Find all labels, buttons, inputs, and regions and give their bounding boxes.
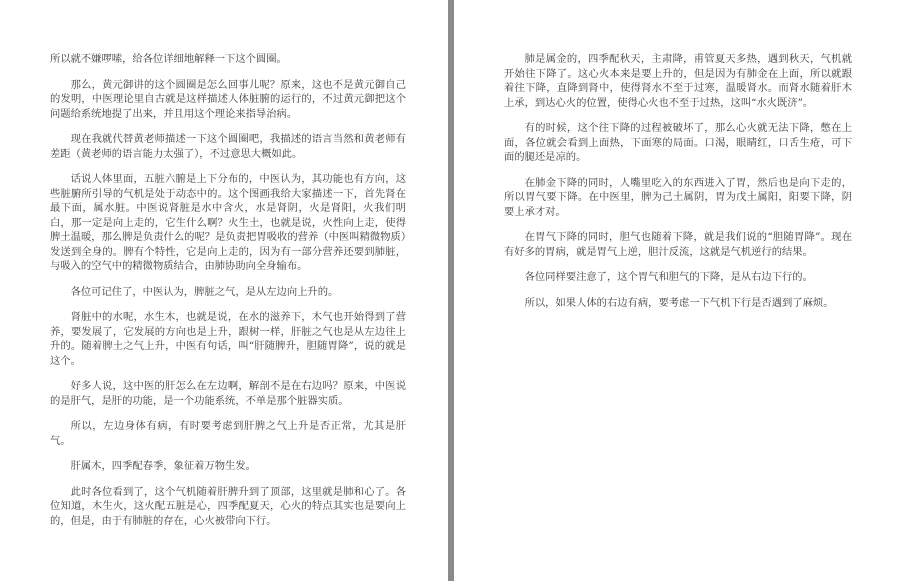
- paragraph: 各位同样要注意了，这个胃气和胆气的下降，是从右边下行的。: [524, 271, 813, 283]
- paragraph: 在胃气下降的同时，胆气也随着下降，就是我们说的“胆随胃降”。现在有好多的胃病，就是胃气上逆，胆汁反流，这就是气机逆行的结果。: [504, 231, 852, 258]
- document-page-right: [454, 0, 900, 581]
- document-page-left: [0, 0, 448, 581]
- paragraph: 肾脏中的水呢，水生木，也就是说，在水的滋养下，木气也开始得到了营养，要发展了，它发展的方向也是上升，跟树一样，肝脏之气也是从左边往上升的。随着脾土之气上升，中医有句话，叫“肝随脾升，胆随胃降”，说的就是这个。: [50, 311, 406, 367]
- paragraph: 各位可记住了，中医认为，脾脏之气，是从左边向上升的。: [70, 285, 339, 298]
- paragraph: 现在我就代替黄老师描述一下这个圆圈吧，我描述的语言当然和黄老师有差距（黄老师的语言能力太强了），不过意思大概如此。: [50, 133, 406, 160]
- paragraph: 肺是属金的，四季配秋天，主肃降，甫管夏天多热，遇到秋天，气机就开始往下降了。这心火本来是要上升的，但是因为有肺金在上面，所以就跟着往下降，直降到肾中，使得肾水不至于过寒，温暖肾水。而肾水随着肝木上承，到达心火的位置，使得心火也不至于过热，这叫“水火既济”。: [504, 53, 852, 109]
- paragraph: 所以，如果人体的右边有病，要考虑一下气机下行是否遇到了麻烦。: [524, 296, 834, 309]
- paragraph: 话说人体里面，五脏六腑是上下分布的，中医认为，其功能也有方向，这些脏腑所引导的气机是处于动态中的。这个图画我给大家描述一下，首先肾在最下面，属水脏。中医说肾脏是水中含火，水是肾阴，火是肾阳，火我们明白，那一定是向上走的，它生什么啊？火生土，也就是说，火性向上走，使得脾土温暖，那么脾是负责什么的呢？是负责把胃吸收的营养（中医叫精微物质）发送到全身的。脾有个特性，它是向上走的，因为有一部分营养还要到肺脏，与吸入的空气中的精微物质结合，由肺协助向全身输布。: [50, 173, 406, 272]
- paragraph: 所以，左边身体有病，有时要考虑到肝脾之气上升是否正常，尤其是肝气。: [50, 420, 406, 447]
- paragraph: 此时各位看到了，这个气机随着肝脾升到了顶部，这里就是肺和心了。各位知道，木生火，这火配五脏是心，四季配夏天，心火的特点其实也是要向上的，但是，由于有肺脏的存在，心火被带向下行。: [50, 485, 406, 527]
- paragraph: 有的时候，这个往下降的过程被破坏了，那么心火就无法下降，憋在上面，各位就会看到上面热，下面寒的局面。口渴，眼睛红，口舌生疮，可下面的腿还是凉的。: [504, 122, 852, 163]
- paragraph: 那么，黄元御讲的这个圆圈是怎么回事儿呢？原来，这也不是黄元御自己的发明，中医理论里自古就是这样描述人体脏腑的运行的，不过黄元御把这个问题给系统地提了出来，并且用这个理论来指导治病。: [50, 78, 406, 120]
- paragraph: 好多人说，这中医的肝怎么在左边啊，解剖不是在右边吗？原来，中医说的是肝气，是肝的功能，是一个功能系统，不单是那个脏器实质。: [50, 380, 406, 407]
- paragraph: 所以就不嫌啰嗦，给各位详细地解释一下这个圆圈。: [50, 53, 287, 65]
- paragraph: 肝属木，四季配春季，象征着万物生发。: [70, 460, 256, 472]
- paragraph: 在肺金下降的同时，人嘴里吃入的东西进入了胃，然后也是向下走的，所以胃气要下降。在中医里，脾为己土属阴，胃为戊土属阳，阳要下降，阴要上承才对。: [504, 176, 852, 218]
